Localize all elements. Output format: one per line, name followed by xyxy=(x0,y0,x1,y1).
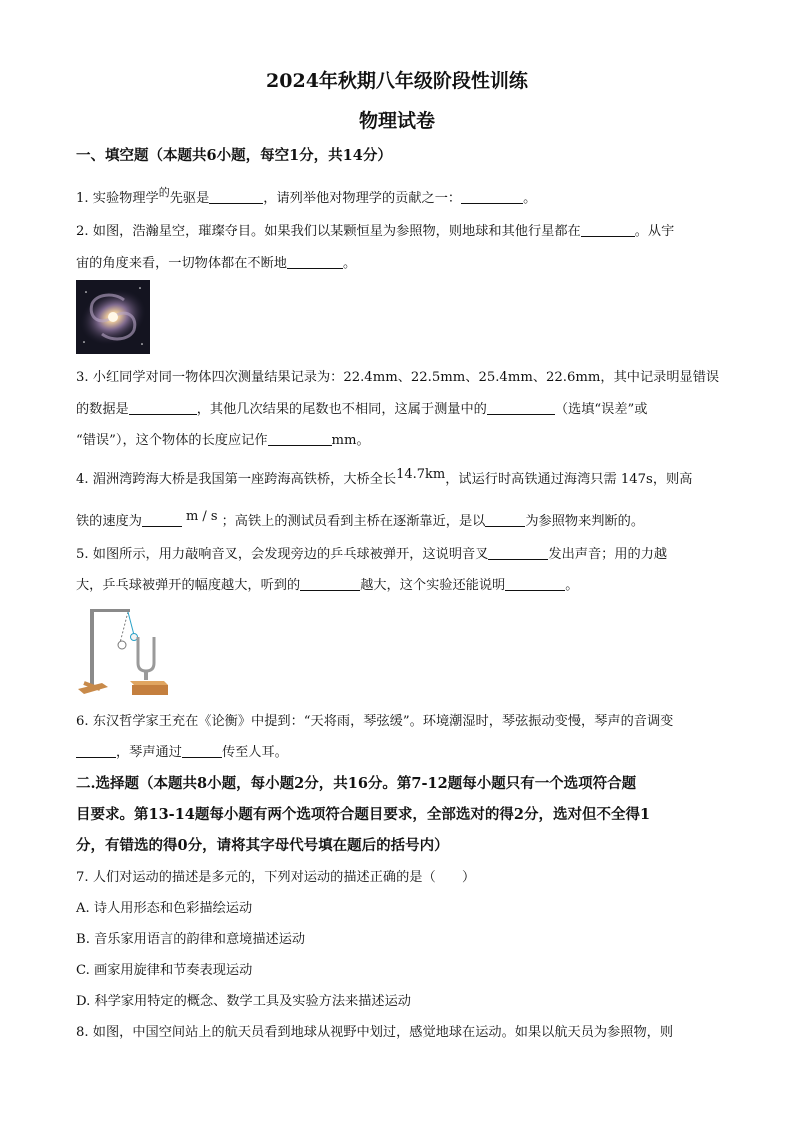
answer-blank[interactable] xyxy=(485,512,525,527)
exam-title: 2024年秋期八年级阶段性训练 xyxy=(266,70,528,92)
question-3-line-1: 3. 小红同学对同一物体四次测量结果记录为：22.4mm、22.5mm、25.4mm、22.6mm，其中记录明显错误 xyxy=(76,370,720,385)
question-7-stem: 7. 人们对运动的描述是多元的，下列对运动的描述正确的是（ ） xyxy=(76,870,476,885)
answer-blank[interactable] xyxy=(505,576,565,591)
section-2-heading-line-3: 分，有错选的得0分，请将其字母代号填在题后的括号内） xyxy=(76,837,449,854)
answer-blank[interactable] xyxy=(461,189,523,204)
question-8-line-1: 8. 如图，中国空间站上的航天员看到地球从视野中划过，感觉地球在运动。如果以航天员为参照物，则 xyxy=(76,1025,674,1040)
question-2-line-1: 2. 如图，浩瀚星空，璀璨夺目。如果我们以某颗恒星为参照物，则地球和其他行星都在 。从宇 xyxy=(76,224,675,239)
answer-blank[interactable] xyxy=(581,222,635,237)
section-2-heading-line-2: 目要求。第13-14题每小题有两个选项符合题目要求，全部选对的得2分，选对但不全得1 xyxy=(76,806,651,823)
answer-blank[interactable] xyxy=(268,431,332,446)
question-3-line-3: “错误”），这个物体的长度应记作 mm。 xyxy=(76,433,370,448)
question-4-line-1: 4. 湄洲湾跨海大桥是我国第一座跨海高铁桥，大桥全长14.7km，试运行时高铁通过海湾只需 147s，则高 xyxy=(76,467,693,487)
answer-blank[interactable] xyxy=(142,512,182,527)
question-4-line-2: 铁的速度为 m / s ；高铁上的测试员看到主桥在逐渐靠近，是以 为参照物来判断的。 xyxy=(76,509,645,529)
question-1: 1. 实验物理学$^的$先驱是 ，请列举他对物理学的贡献之一： 。 xyxy=(76,186,537,206)
question-3-line-2: 的数据是 ，其他几次结果的尾数也不相同，这属于测量中的 （选填“误差”或 xyxy=(76,402,648,417)
answer-blank[interactable] xyxy=(76,743,116,758)
answer-blank[interactable] xyxy=(287,254,343,269)
section-1-heading: 一、填空题（本题共6小题，每空1分，共14分） xyxy=(76,147,392,164)
question-5-line-1: 5. 如图所示，用力敲响音叉，会发现旁边的乒乓球被弹开，这说明音叉 发出声音；用的力越 xyxy=(76,547,668,562)
tuning-fork-image xyxy=(74,603,170,697)
exam-subtitle: 物理试卷 xyxy=(358,110,435,132)
question-6-line-1: 6. 东汉哲学家王充在《论衡》中提到：“天将雨，琴弦缓”。环境潮湿时，琴弦振动变慢，琴声的音调变 xyxy=(76,714,674,729)
question-7-option-a[interactable]: A. 诗人用形态和色彩描绘运动 xyxy=(76,901,253,916)
question-6-line-2: ，琴声通过 传至人耳。 xyxy=(76,741,726,760)
question-2-line-2: 宙的角度来看，一切物体都在不断地 。 xyxy=(76,256,357,271)
question-7-option-d[interactable]: D. 科学家用特定的概念、数学工具及实验方法来描述运动 xyxy=(76,994,411,1009)
answer-blank[interactable] xyxy=(488,545,548,560)
answer-blank[interactable] xyxy=(487,400,555,415)
question-7-option-b[interactable]: B. 音乐家用语言的韵律和意境描述运动 xyxy=(76,932,306,947)
answer-blank[interactable] xyxy=(129,400,197,415)
galaxy-image xyxy=(76,280,150,354)
section-2-heading-line-1: 二.选择题（本题共8小题，每小题2分，共16分。第7-12题每小题只有一个选项符合题 xyxy=(76,775,637,792)
answer-blank[interactable] xyxy=(209,189,263,204)
answer-blank[interactable] xyxy=(300,576,360,591)
question-7-option-c[interactable]: C. 画家用旋律和节奏表现运动 xyxy=(76,963,253,978)
answer-blank[interactable] xyxy=(182,743,222,758)
question-5-line-2: 大，乒乓球被弹开的幅度越大，听到的 越大，这个实验还能说明 。 xyxy=(76,578,579,593)
